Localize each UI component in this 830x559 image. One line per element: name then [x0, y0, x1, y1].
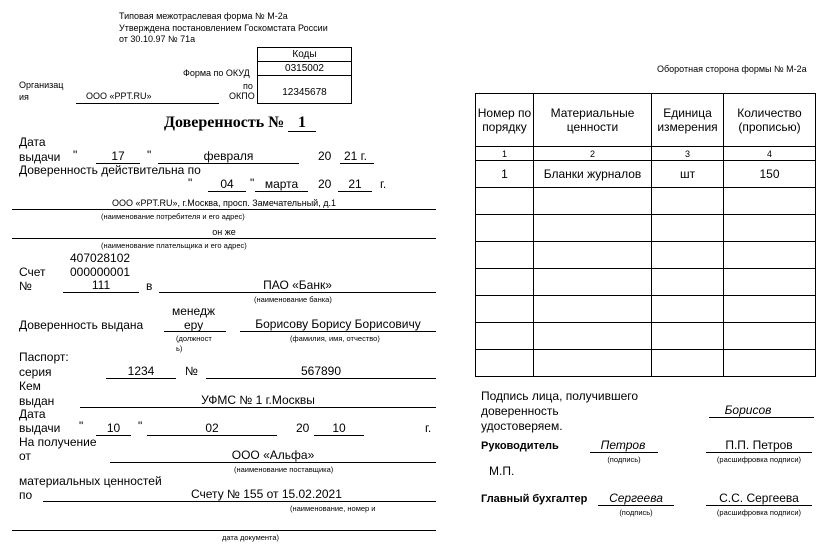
- director-signature-line: [590, 452, 658, 453]
- table-cell: [724, 215, 816, 242]
- form-type-line: Типовая межотраслевая форма № М-2а: [119, 11, 288, 21]
- col-number: 4: [724, 147, 816, 161]
- table-cell: [724, 188, 816, 215]
- director-name-line: [706, 452, 812, 453]
- director-sign-caption: (подпись): [607, 455, 641, 464]
- issued-to-label: Доверенность выдана: [19, 318, 144, 332]
- doc-number-underline: [288, 131, 316, 132]
- recipient-signature: Борисов: [724, 403, 772, 417]
- doc-number: 1: [298, 114, 306, 131]
- table-cell: [652, 242, 724, 269]
- valid-until-suffix: г.: [380, 177, 387, 191]
- issue-date-day: 17: [111, 149, 125, 163]
- table-row: [476, 161, 816, 188]
- passport-label: Паспорт:: [19, 350, 69, 364]
- issued-to-position-2: еру: [184, 318, 204, 332]
- account-number-3: 111: [91, 278, 111, 292]
- passport-series-line: [106, 378, 176, 379]
- table-cell: 150: [724, 161, 816, 188]
- bank-line: [159, 292, 436, 293]
- table-cell: [476, 242, 534, 269]
- accountant-signature-line: [598, 505, 674, 506]
- passport-series-label: серия: [19, 365, 52, 379]
- table-row: [476, 269, 816, 296]
- supplier-line: [110, 462, 436, 463]
- table-cell: [652, 188, 724, 215]
- director-name: П.П. Петров: [725, 438, 793, 452]
- codes-box: [257, 47, 352, 104]
- passport-date-quote-close: ": [138, 419, 143, 433]
- stamp-label: М.П.: [489, 464, 515, 478]
- table-cell: шт: [652, 161, 724, 188]
- receive-document: Счету № 155 от 15.02.2021: [191, 487, 342, 501]
- table-row: [476, 242, 816, 269]
- table-cell: [534, 323, 652, 350]
- okpo-label-1: по: [243, 81, 253, 91]
- director-label: Руководитель: [481, 440, 559, 452]
- table-cell: [476, 269, 534, 296]
- supplier-caption: (наименование поставщика): [234, 465, 334, 474]
- passport-date-month-line: [147, 435, 277, 436]
- account-number-2: 000000001: [70, 265, 131, 279]
- form-approval-line: Утверждена постановлением Госкомстата России: [119, 23, 328, 33]
- issued-to-position-line: [164, 331, 226, 332]
- table-cell: [534, 188, 652, 215]
- passport-date-day: 10: [106, 421, 121, 435]
- issued-to-name: Борисову Борису Борисовичу: [255, 317, 421, 331]
- goods-table-col-numbers: [476, 147, 816, 161]
- accountant-name: С.С. Сергеева: [719, 491, 799, 505]
- passport-date-label-2: выдачи: [19, 421, 61, 435]
- issued-to-position-1: менедж: [172, 304, 215, 318]
- director-decode-caption: (расшифровка подписи): [716, 455, 802, 464]
- account-line: [63, 292, 139, 293]
- issue-date-label-1: Дата: [19, 135, 46, 149]
- position-caption-1: (должност: [176, 334, 212, 343]
- okud-label: Форма по ОКУД: [183, 68, 250, 78]
- issued-by-value: УФМС № 1 г.Москвы: [201, 393, 315, 407]
- payer-value: он же: [212, 227, 236, 237]
- accountant-label: Главный бухгалтер: [481, 493, 588, 505]
- accountant-name-line: [706, 505, 812, 506]
- table-cell: [534, 350, 652, 377]
- accountant-sign-caption: (подпись): [619, 508, 653, 517]
- col-number: 3: [652, 147, 724, 161]
- valid-until-day: 04: [220, 177, 234, 191]
- col-number: 1: [476, 147, 534, 161]
- table-cell: [476, 188, 534, 215]
- valid-until-label: Доверенность действительна по: [19, 163, 201, 177]
- director-signature: Петров: [600, 438, 646, 452]
- consumer-caption: (наименование потребителя и его адрес): [101, 212, 245, 221]
- table-cell: [652, 350, 724, 377]
- table-cell: [652, 215, 724, 242]
- accountant-decode-caption: (расшифровка подписи): [716, 508, 802, 517]
- table-cell: [652, 323, 724, 350]
- doc-title: Доверенность №: [164, 114, 285, 131]
- table-cell: [652, 296, 724, 323]
- table-cell: [724, 269, 816, 296]
- issue-date-quote-open: ": [73, 148, 78, 162]
- col-number: 2: [534, 147, 652, 161]
- valid-until-quote-close: ": [250, 176, 255, 190]
- recipient-text-3: удостоверяем.: [481, 419, 563, 433]
- table-cell: [476, 215, 534, 242]
- bank-caption: (наименование банка): [254, 295, 332, 304]
- table-row: [476, 323, 816, 350]
- passport-date-year: 10: [332, 421, 346, 435]
- table-cell: [652, 269, 724, 296]
- issued-by-label-2: выдан: [19, 394, 55, 408]
- issue-date-quote-close: ": [147, 148, 152, 162]
- consumer-line: [12, 209, 436, 210]
- receive-document-line: [43, 501, 436, 502]
- issue-date-label-2: выдачи: [19, 150, 61, 164]
- table-cell: [534, 269, 652, 296]
- passport-date-century: 20: [296, 421, 310, 435]
- passport-date-year-line: [314, 435, 364, 436]
- codes-title: Коды: [292, 49, 317, 60]
- payer-line: [12, 238, 436, 239]
- account-in: в: [146, 279, 153, 293]
- table-cell: [534, 296, 652, 323]
- table-cell: [476, 350, 534, 377]
- name-caption: (фамилия, имя, отчество): [290, 334, 380, 343]
- table-cell: [534, 215, 652, 242]
- passport-number-line: [206, 378, 436, 379]
- table-cell: [724, 296, 816, 323]
- issue-date-year: 21 г.: [344, 149, 367, 163]
- table-cell: Бланки журналов: [534, 161, 652, 188]
- doc-caption-1: (наименование, номер и: [290, 504, 376, 513]
- valid-until-month-line: [255, 191, 308, 192]
- passport-series: 1234: [127, 364, 155, 378]
- table-cell: [724, 242, 816, 269]
- passport-date-day-line: [96, 435, 131, 436]
- account-label-1: Счет: [19, 265, 46, 279]
- passport-number: 567890: [300, 364, 342, 378]
- organization-value: ООО «PPT.RU»: [86, 91, 152, 101]
- valid-until-month: марта: [264, 177, 299, 191]
- valid-until-quote-open: ": [188, 176, 193, 190]
- reverse-side-label: Оборотная сторона формы № М-2а: [657, 64, 807, 74]
- organization-label-2: ия: [19, 92, 29, 102]
- table-cell: [534, 242, 652, 269]
- valid-until-century: 20: [318, 177, 332, 191]
- table-cell: [476, 296, 534, 323]
- passport-number-label: №: [185, 364, 198, 378]
- issued-to-name-line: [240, 331, 436, 332]
- position-caption-2: ь): [176, 344, 183, 353]
- receive-document-line-2: [12, 530, 436, 531]
- header-number: Номер по порядку: [476, 94, 534, 147]
- valid-until-year: 21: [348, 177, 362, 191]
- table-cell: 1: [476, 161, 534, 188]
- valid-until-year-line: [338, 191, 372, 192]
- okpo-value: 12345678: [258, 75, 351, 103]
- passport-date-suffix: г.: [425, 421, 432, 435]
- organization-underline: [76, 103, 219, 104]
- account-label-2: №: [19, 279, 32, 293]
- header-quantity: Количество (прописью): [724, 94, 816, 147]
- receive-label-4: по: [19, 488, 33, 502]
- receive-label-1: На получение: [19, 435, 97, 449]
- table-row: [476, 296, 816, 323]
- goods-table: [475, 93, 816, 377]
- receive-label-2: от: [19, 449, 31, 463]
- issue-date-month: февраля: [203, 149, 254, 163]
- accountant-signature: Сергеева: [609, 491, 663, 505]
- passport-date-label-1: Дата: [19, 407, 46, 421]
- recipient-signature-line: [709, 417, 814, 418]
- account-number-1: 407028102: [70, 251, 131, 265]
- consumer-value: ООО «PPT.RU», г.Москва, просп. Замечательный, д.1: [112, 198, 336, 208]
- recipient-text-1: Подпись лица, получившего: [481, 389, 639, 403]
- passport-date-month: 02: [205, 421, 219, 435]
- table-cell: [724, 350, 816, 377]
- table-row: [476, 215, 816, 242]
- table-cell: [476, 323, 534, 350]
- bank-name: ПАО «Банк»: [263, 278, 332, 292]
- doc-caption-2: дата документа): [222, 533, 280, 542]
- header-values: Материальные ценности: [534, 94, 652, 147]
- goods-table-header: [476, 94, 816, 147]
- header-unit: Единица измерения: [652, 94, 724, 147]
- supplier-name: ООО «Альфа»: [231, 448, 315, 462]
- issued-by-label-1: Кем: [19, 379, 41, 393]
- issue-date-year-line: [340, 163, 374, 164]
- organization-label-1: Организац: [19, 80, 64, 90]
- table-cell: [724, 323, 816, 350]
- payer-caption: (наименование плательщика и его адрес): [101, 241, 247, 250]
- table-row: [476, 188, 816, 215]
- recipient-text-2: доверенность: [481, 404, 559, 418]
- form-approval-date: от 30.10.97 № 71а: [119, 34, 196, 44]
- issue-date-century: 20: [318, 149, 332, 163]
- table-row: [476, 350, 816, 377]
- issued-by-line: [80, 407, 436, 408]
- okud-value: 0315002: [258, 61, 351, 75]
- passport-date-quote-open: ": [79, 419, 84, 433]
- receive-label-3: материальных ценностей: [19, 474, 162, 488]
- okpo-label-2: ОКПО: [229, 91, 255, 101]
- valid-until-day-line: [208, 191, 246, 192]
